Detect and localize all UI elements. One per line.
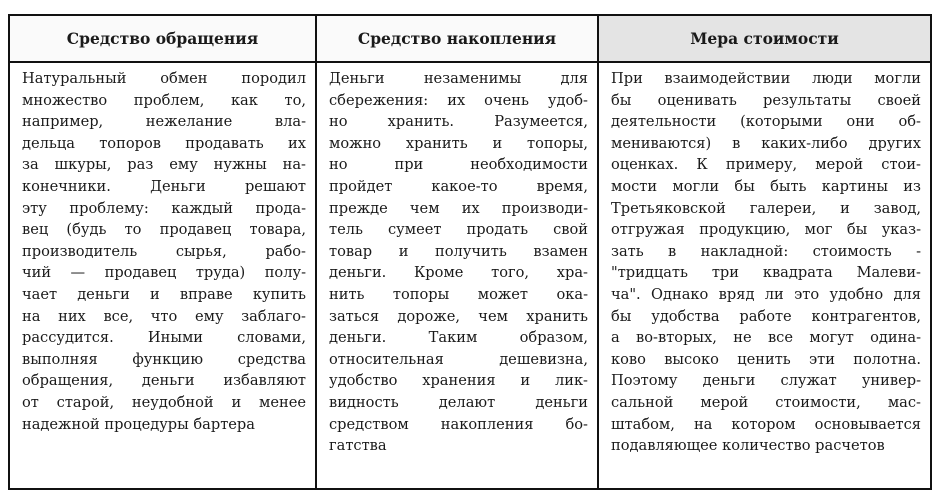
text-line: дельца топоров продавать их bbox=[22, 134, 306, 152]
text-line: отгружая продукцию, мог бы указ- bbox=[611, 221, 921, 239]
text-line: зать в накладной: стоимость - bbox=[611, 242, 921, 260]
text-line: на них все, что ему заблаго- bbox=[22, 307, 306, 325]
text-line: удобство хранения и лик- bbox=[329, 372, 588, 390]
text-line: Деньги незаменимы для bbox=[329, 70, 588, 87]
text-line: за шкуры, раз ему нужны на- bbox=[22, 156, 306, 174]
text-line: Третьяковской галереи, и завод, bbox=[611, 199, 921, 217]
text-line: бы оценивать результаты своей bbox=[611, 91, 921, 109]
text-line: мениваются) в каких-либо других bbox=[611, 134, 921, 152]
text-line: вец (будь то продавец товара, bbox=[22, 221, 306, 239]
text-line: штабом, на котором основывается bbox=[611, 415, 921, 433]
cell-store-of-value bbox=[317, 63, 599, 488]
text-line: рассудится. Иными словами, bbox=[22, 329, 306, 347]
text-line: от старой, неудобной и менее bbox=[22, 393, 306, 411]
text-line: чает деньги и вправе купить bbox=[22, 285, 306, 303]
text-line: ково высоко ценить эти полотна. bbox=[611, 350, 921, 368]
header-measure-of-value: Мера стоимости bbox=[599, 16, 930, 63]
text-line: пройдет какое-то время, bbox=[329, 177, 588, 195]
text-line: сбережения: их очень удоб- bbox=[329, 91, 588, 109]
comparison-table bbox=[8, 14, 932, 490]
text-line: множество проблем, как то, bbox=[22, 91, 306, 109]
text-line: обращения, деньги избавляют bbox=[22, 372, 306, 390]
text-line: нить топоры может ока- bbox=[329, 285, 588, 303]
text-line: надежной процедуры бартера bbox=[22, 415, 255, 433]
text-line: При взаимодействии люди могли bbox=[611, 70, 921, 87]
text-line: чий — продавец труда) полу- bbox=[22, 264, 306, 282]
text-line: подавляющее количество расчетов bbox=[611, 437, 885, 455]
text-line: деятельности (которыми они об- bbox=[611, 113, 921, 131]
text-line: гатства bbox=[329, 437, 387, 455]
header-store-of-value: Средство накопления bbox=[317, 16, 599, 63]
text-line: прежде чем их производи- bbox=[329, 199, 588, 217]
text-line: деньги. Таким образом, bbox=[329, 329, 588, 347]
text-line: эту проблему: каждый прода- bbox=[22, 199, 306, 217]
text-line: средством накопления бо- bbox=[329, 415, 588, 433]
text-line: бы удобства работе контрагентов, bbox=[611, 307, 921, 325]
text-line: Поэтому деньги служат универ- bbox=[611, 372, 921, 390]
text-line: Натуральный обмен породил bbox=[22, 70, 306, 87]
text-line: деньги. Кроме того, хра- bbox=[329, 264, 588, 282]
text-line: выполняя функцию средства bbox=[22, 350, 306, 368]
text-line: а во-вторых, не все могут одина- bbox=[611, 329, 921, 347]
text-line: товар и получить взамен bbox=[329, 242, 588, 260]
cell-measure-of-value bbox=[599, 63, 930, 488]
text-line: но хранить. Разумеется, bbox=[329, 113, 588, 131]
text-line: ча". Однако вряд ли это удобно для bbox=[611, 285, 921, 303]
text-line: сальной мерой стоимости, мас- bbox=[611, 393, 921, 411]
cell-medium-of-exchange bbox=[10, 63, 317, 488]
text-line: видность делают деньги bbox=[329, 393, 588, 411]
text-line: оценках. К примеру, мерой стои- bbox=[611, 156, 921, 174]
text-line: заться дороже, чем хранить bbox=[329, 307, 588, 325]
text-line: мости могли бы быть картины из bbox=[611, 177, 921, 195]
text-line: конечники. Деньги решают bbox=[22, 177, 306, 195]
text-line: относительная дешевизна, bbox=[329, 350, 588, 368]
text-line: "тридцать три квадрата Малеви- bbox=[611, 264, 921, 282]
text-line: например, нежелание вла- bbox=[22, 113, 306, 131]
text-line: но при необходимости bbox=[329, 156, 588, 174]
text-line: производитель сырья, рабо- bbox=[22, 242, 306, 260]
text-line: можно хранить и топоры, bbox=[329, 134, 588, 152]
text-line: тель сумеет продать свой bbox=[329, 221, 588, 239]
header-medium-of-exchange: Средство обращения bbox=[10, 16, 317, 63]
